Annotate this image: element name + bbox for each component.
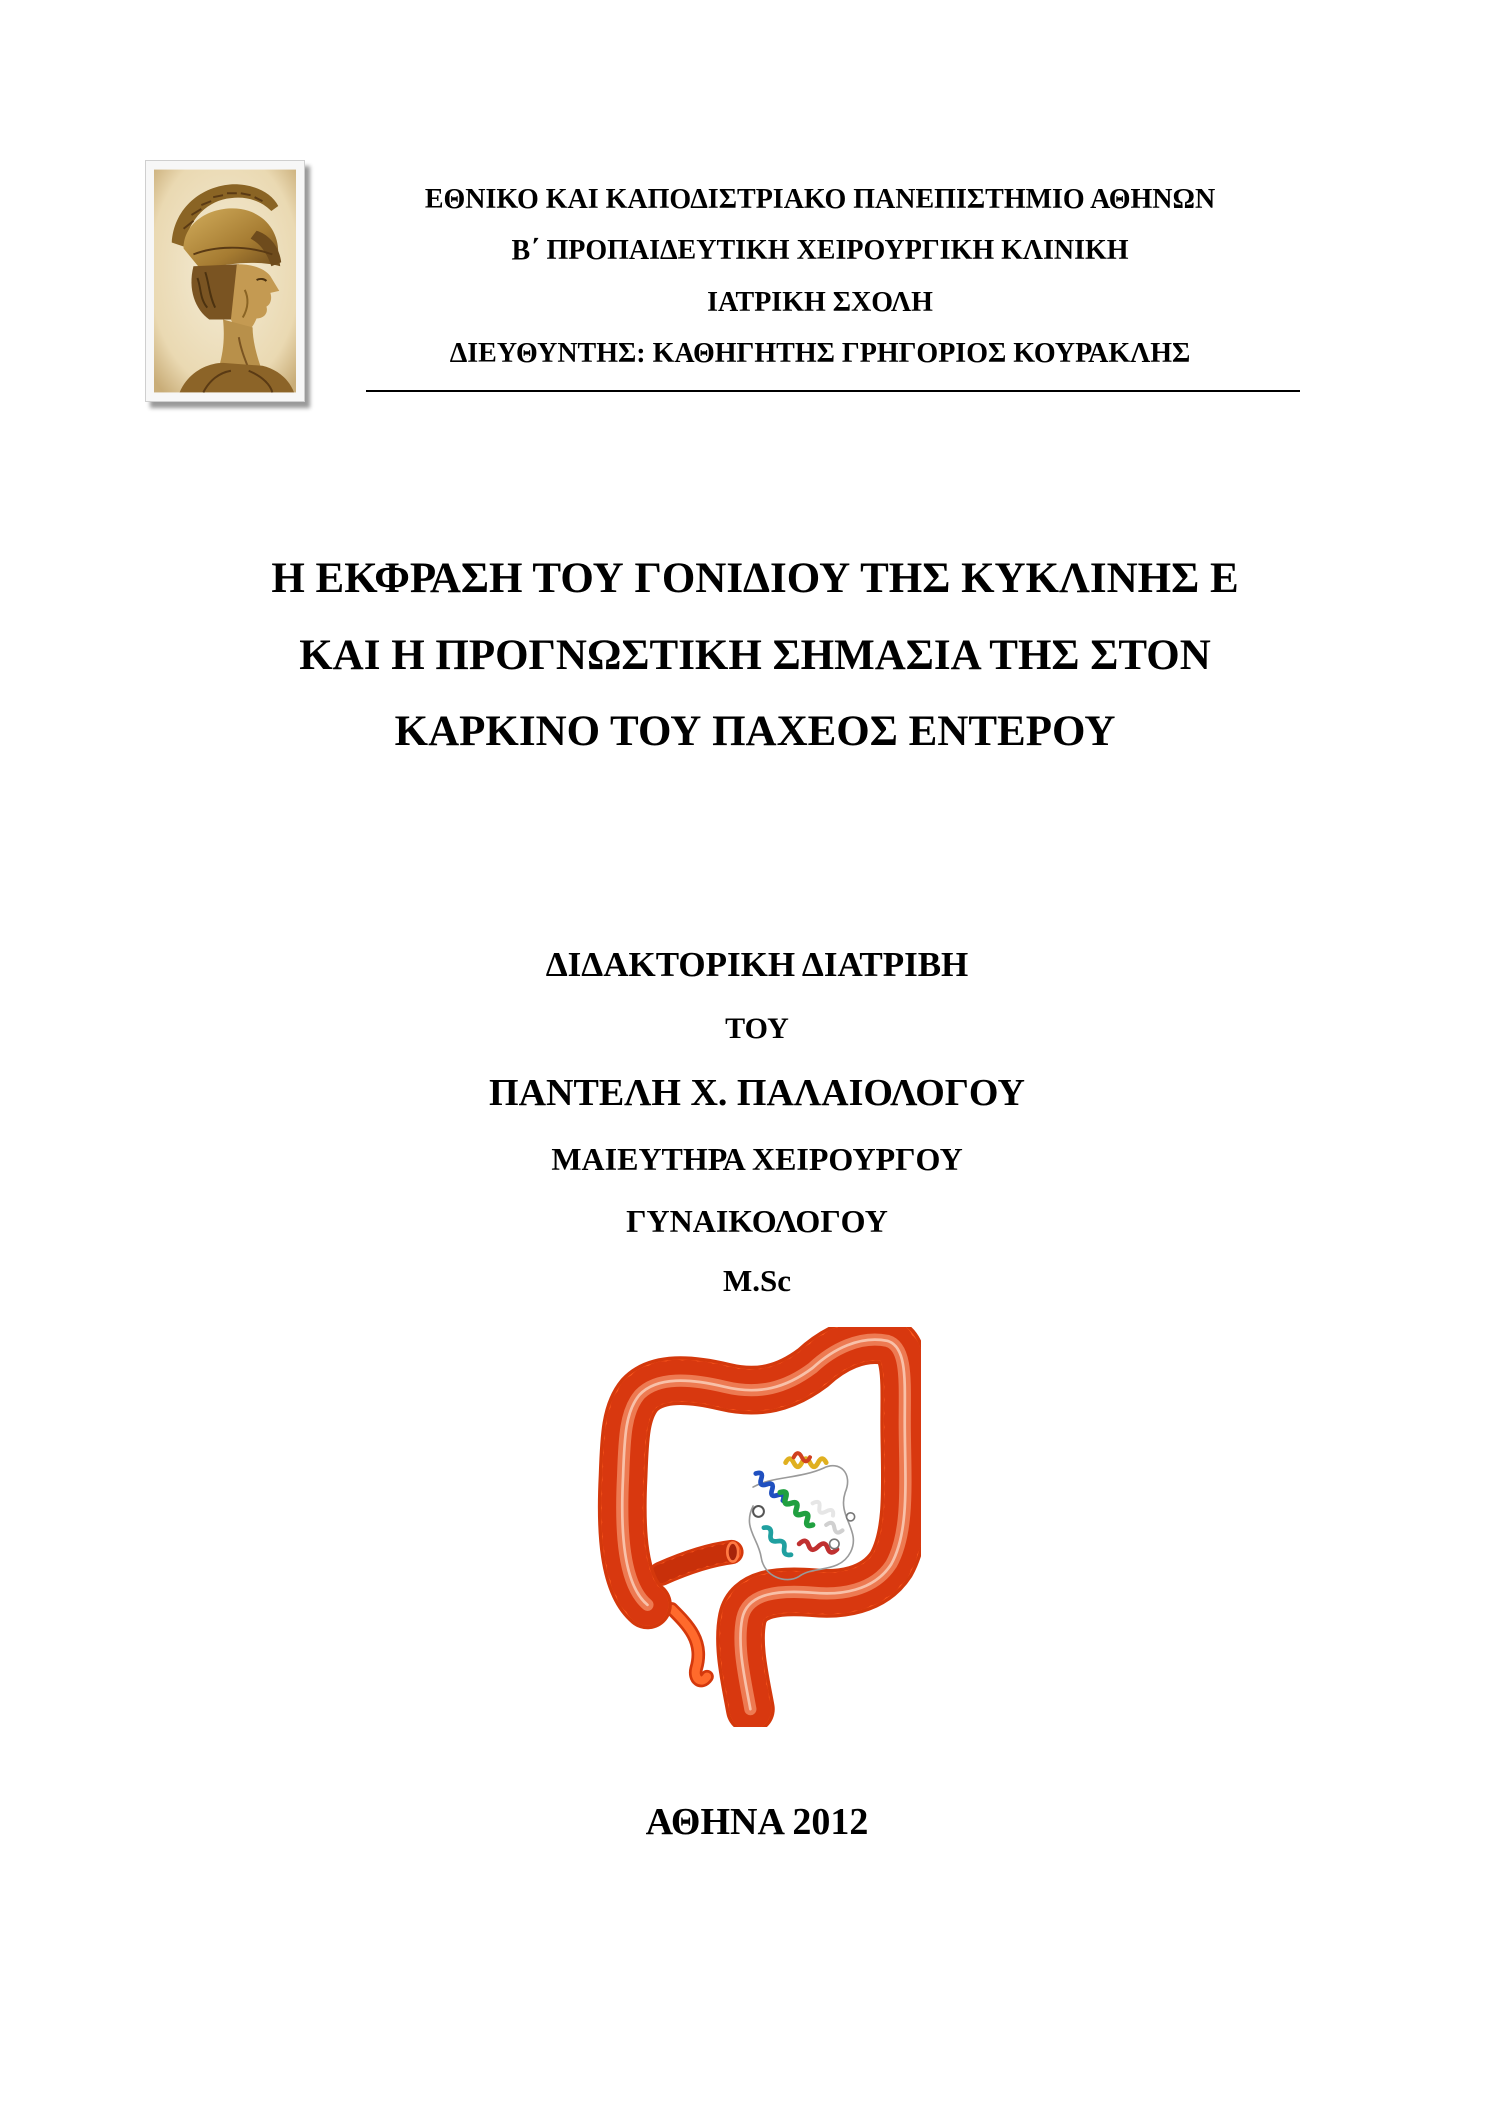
university-logo <box>145 160 305 402</box>
thesis-of: ΤΟΥ <box>725 1012 789 1045</box>
thesis-title-line-1: Η ΕΚΦΡΑΣΗ ΤΟΥ ΓΟΝΙΔΙΟΥ ΤΗΣ ΚΥΚΛΙΝΗΣ Ε <box>271 555 1239 602</box>
thesis-title-line-3: ΚΑΡΚΙΝΟ ΤΟΥ ΠΑΧΕΟΣ ΕΝΤΕΡΟΥ <box>394 708 1116 755</box>
university-name: ΕΘΝΙΚΟ ΚΑΙ ΚΑΠΟΔΙΣΤΡΙΑΚΟ ΠΑΝΕΠΙΣΤΗΜΙΟ ΑΘΗΝΩΝ <box>424 184 1216 215</box>
header-divider <box>366 390 1300 392</box>
thesis-type: ΔΙΔΑΚΤΟΡΙΚΗ ΔΙΑΤΡΙΒΗ <box>545 945 969 984</box>
thesis-title-line-2: ΚΑΙ Η ΠΡΟΓΝΩΣΤΙΚΗ ΣΗΜΑΣΙΑ ΤΗΣ ΣΤΟΝ <box>299 632 1211 679</box>
clinic-name: Β΄ ΠΡΟΠΑΙΔΕΥΤΙΚΗ ΧΕΙΡΟΥΡΓΙΚΗ ΚΛΙΝΙΚΗ <box>511 235 1129 266</box>
director-line: ΔΙΕΥΘΥΝΤΗΣ: ΚΑΘΗΓΗΤΗΣ ΓΡΗΓΟΡΙΟΣ ΚΟΥΡΑΚΛΗΣ <box>449 338 1191 369</box>
athena-helmet-emblem-icon <box>154 169 296 393</box>
place-and-year: ΑΘΗΝΑ 2012 <box>645 1801 869 1843</box>
author-name: ΠΑΝΤΕΛΗ Χ. ΠΑΛΑΙΟΛΟΓΟΥ <box>489 1072 1025 1114</box>
author-profession-line-2: ΓΥΝΑΙΚΟΛΟΓΟΥ <box>626 1203 888 1239</box>
school-name: ΙΑΤΡΙΚΗ ΣΧΟΛΗ <box>707 287 933 318</box>
large-intestine-with-protein-structure-icon <box>596 1327 921 1727</box>
author-degree: M.Sc <box>722 1263 792 1298</box>
protein-structure-icon <box>749 1453 854 1579</box>
author-profession-line-1: ΜΑΙΕΥΤΗΡΑ ΧΕΙΡΟΥΡΓΟΥ <box>551 1141 963 1177</box>
